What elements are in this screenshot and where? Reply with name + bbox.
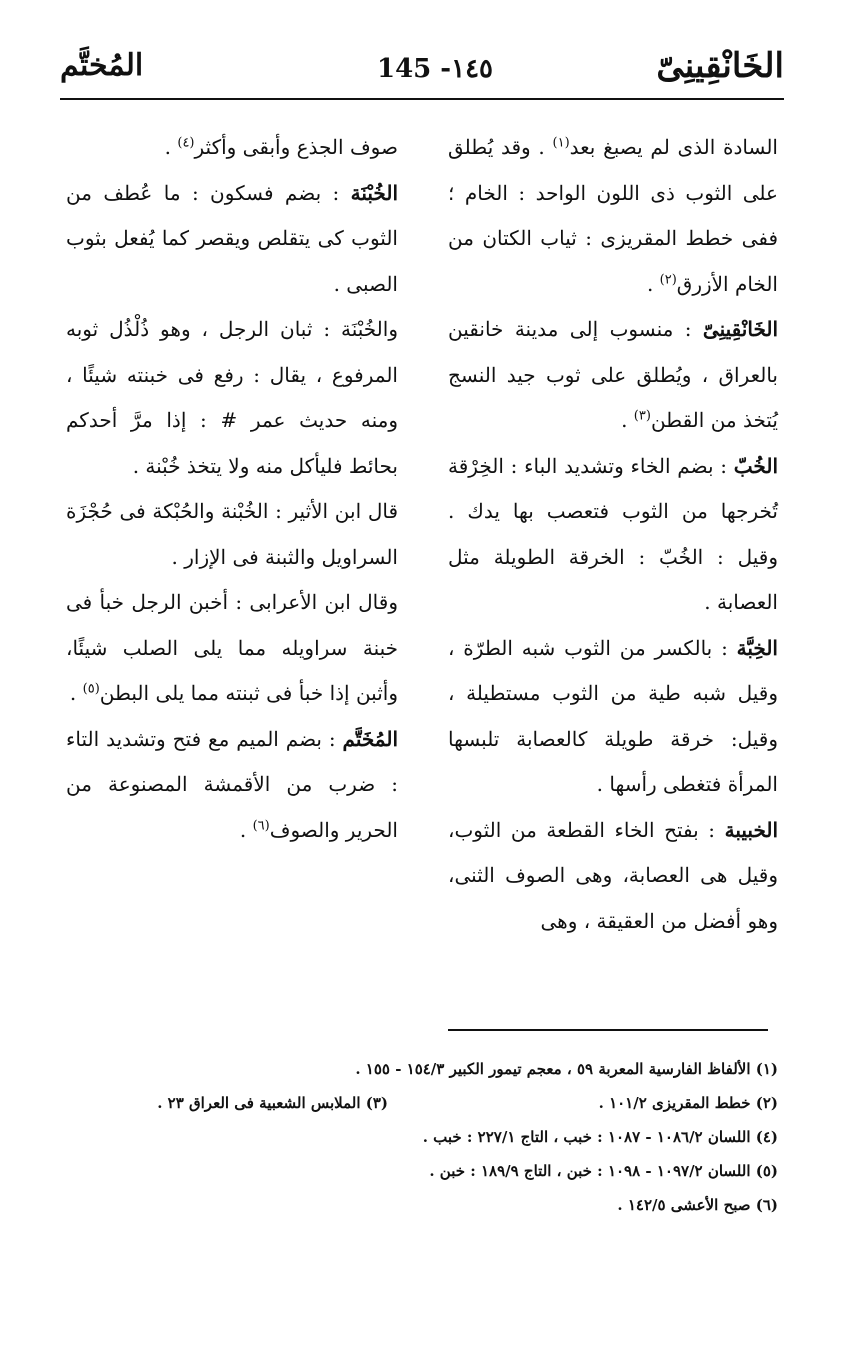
entry-term: الخُبّ xyxy=(733,453,778,478)
entry-paragraph: الخبيبة : بفتح الخاء القطعة من الثوب، وقيل هى العصابة، وهى الصوف الثنى، وهو أفضل من العقيقة ، وهى xyxy=(448,817,778,933)
entry-paragraph: وقال ابن الأعرابى : أخبن الرجل خبأ فى خبنة سراويله مما يلى الصلب شيئًا، وأثبن إذا خبأ فى ثبنته مما يلى البطن$^{(٥)}$ . xyxy=(66,590,398,705)
footnote-ref: (٢) xyxy=(659,271,677,287)
entry-paragraph: الخُبّ : بضم الخاء وتشديد الباء : الخِرْقة تُخرجها من الثوب فتعصب بها يدك . وقيل : الخُبّ : الخرقة الطويلة مثل العصابة . xyxy=(448,453,778,614)
header-first-entry: الخَانْقِينِىّ xyxy=(656,46,784,86)
header-rule xyxy=(60,98,784,100)
footnote-3: (٣) الملابس الشعبية فى العراق ٢٣ . xyxy=(157,1094,388,1112)
footnote-ref: (٦) xyxy=(252,817,270,833)
footnote-4: (٤) اللسان ١٠٨٦/٢ - ١٠٨٧ : خبب ، التاج ٢٢٧/١ : خبب . xyxy=(422,1128,778,1146)
entry-paragraph: والخُبْنَة : ثبان الرجل ، وهو ذُلْذُل ثوبه المرفوع ، يقال : رفع فى خبنته شيئًا ، ومنه حديث عمر # : إذا مرَّ أحدكم بحائط فليأكل منه ولا يتخذ خُبْنة . xyxy=(66,317,398,478)
entry-term: الخَانْقِينِىّ xyxy=(702,317,778,341)
footnote-separator xyxy=(448,1029,768,1031)
header-last-entry: المُختَّم xyxy=(60,48,144,83)
footnote-ref: (٣) xyxy=(633,408,651,424)
left-column xyxy=(66,125,398,853)
footnote-ref: (٤) xyxy=(177,135,195,151)
entry-paragraph: قال ابن الأثير : الخُبْنة والحُبْكة فى حُجْزَة السراويل والثبنة فى الإزار . xyxy=(66,499,398,569)
footnote-6: (٦) صبح الأعشى ١٤٢/٥ . xyxy=(617,1196,778,1214)
page-header xyxy=(60,40,784,100)
footnotes xyxy=(68,1052,778,1222)
page-number: 145 -١٤٥ xyxy=(376,54,494,84)
entry-paragraph: المُخَتَّم : بضم الميم مع فتح وتشديد التاء : ضرب من الأقمشة المصنوعة من الحرير والصوف$^{(٦)}$ . xyxy=(66,726,398,842)
footnote-1: (١) الألفاظ الفارسية المعربة ٥٩ ، معجم تيمور الكبير ١٥٤/٣ - ١٥٥ . xyxy=(355,1060,778,1078)
footnote-ref: (١) xyxy=(552,135,570,151)
entry-paragraph: الخِبَّة : بالكسر من الثوب شبه الطرّة ، وقيل شبه طية من الثوب مستطيلة ، وقيل: خرقة طويلة كالعصابة تلبسها المرأة فتغطى رأسها . xyxy=(448,635,778,796)
entry-paragraph: الخُبْنَة : بضم فسكون : ما عُطف من الثوب كى يتقلص ويقصر كما يُفعل بثوب الصبى . xyxy=(66,180,398,296)
entry-paragraph: صوف الجذع وأبقى وأكثر$^{(٤)}$ . xyxy=(164,135,398,159)
entry-paragraph: الخَانْقِينِىّ : منسوب إلى مدينة خانقين بالعراق ، ويُطلق على ثوب جيد النسج يُتخذ من القطن$^{(٣)}$ . xyxy=(448,317,778,432)
entry-term: الخِبَّة xyxy=(736,635,778,660)
footnote-2: (٢) خطط المقريزى ١٠١/٢ . xyxy=(598,1094,778,1112)
entry-term: الخبيبة xyxy=(724,817,778,842)
entry-paragraph: السادة الذى لم يصبغ بعد$^{(١)}$ . وقد يُطلق على الثوب ذى اللون الواحد : الخام ؛ ففى خطط المقريزى : ثياب الكتان من الخام الأزرق$^{(٢)}$ . xyxy=(448,135,778,296)
footnote-5: (٥) اللسان ١٠٩٧/٢ - ١٠٩٨ : خبن ، التاج ١٨٩/٩ : خبن . xyxy=(429,1162,778,1180)
entry-term: المُخَتَّم xyxy=(342,726,398,751)
footnote-ref: (٥) xyxy=(82,681,100,697)
entry-term: الخُبْنَة xyxy=(350,180,398,205)
right-column xyxy=(448,125,778,944)
footnote-row xyxy=(68,1086,778,1120)
